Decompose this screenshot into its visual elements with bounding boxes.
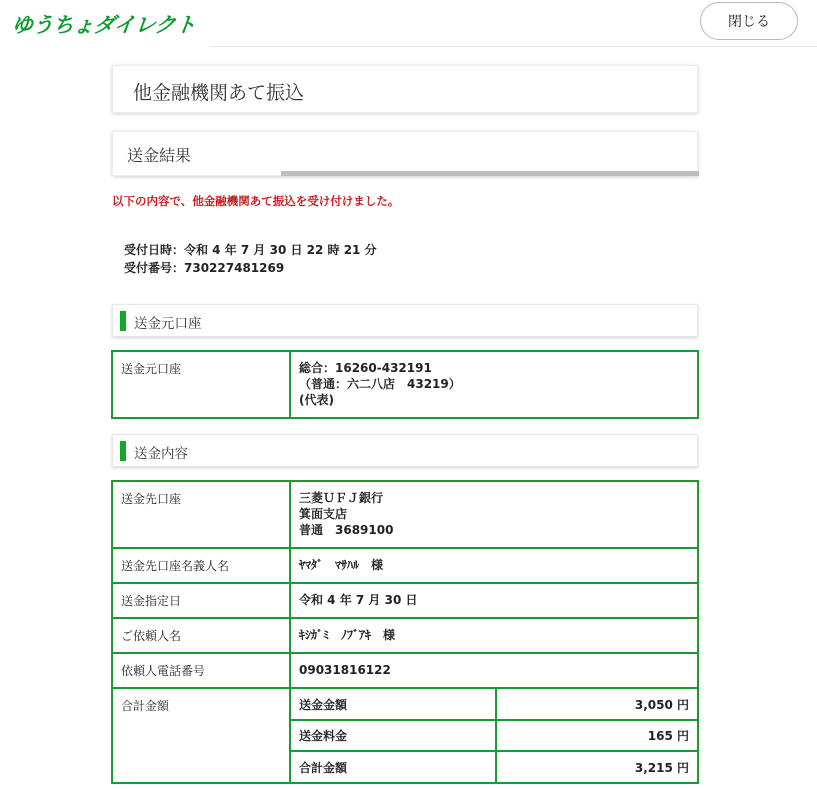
source-account-label: 送金元口座 [112,351,290,418]
transfer-date-value: 令和 4 年 7 月 30 日 [290,583,698,618]
amount-breakdown [290,688,698,783]
step-indicator [112,131,698,176]
total-label: 合計金額 [112,688,290,783]
source-account-line1: 総合：16260-432191 [299,361,432,375]
dest-account-number: 普通 3689100 [299,523,394,537]
completion-notice: 以下の内容で、他金融機関あて振込を受け付けました。 [112,194,400,208]
section-accent-bar [120,311,126,331]
receipt-datetime: 受付日時：令和 4 年 7 月 30 日 22 時 21 分 [124,243,377,257]
receipt-info [124,241,377,277]
amount-table [291,689,697,782]
amount-row [291,751,697,782]
phone-value: 09031816122 [290,653,698,688]
source-account-line2: （普通：六二八店 43219） [299,377,461,391]
section-accent-bar [120,441,126,461]
source-account-value [290,351,698,418]
dest-account-value [290,481,698,548]
close-button[interactable]: 閉じる [700,2,798,40]
source-account-table [111,350,699,419]
amount-label: 送金料金 [291,720,496,751]
table-row [112,618,698,653]
source-account-line3: (代表) [299,393,334,407]
amount-value: 165 円 [496,720,697,751]
transfer-date-label: 送金指定日 [112,583,290,618]
requester-value: ｷｼｶﾞﾐ ﾉﾌﾞｱｷ 様 [290,618,698,653]
amount-label: 送金金額 [291,689,496,720]
header-divider [210,46,817,47]
holder-value: ﾔﾏﾀﾞ ﾏｻﾊﾙ 様 [290,548,698,583]
step-progress-bar [281,171,699,176]
requester-label: ご依頼人名 [112,618,290,653]
section-title-detail: 送金内容 [134,446,188,462]
app-header [0,0,817,47]
section-header-detail [112,434,698,467]
amount-row [291,689,697,720]
receipt-number: 受付番号：730227481269 [124,261,285,275]
amount-row [291,720,697,751]
table-row [112,653,698,688]
table-row [112,548,698,583]
dest-bank: 三菱ＵＦＪ銀行 [299,491,384,505]
table-row [112,481,698,548]
section-title-source: 送金元口座 [134,316,202,332]
brand-logo[interactable]: ゆうちょダイレクト [10,13,197,37]
table-row [112,688,698,783]
page-title: 他金融機関あて振込 [133,82,305,104]
amount-value: 3,050 円 [496,689,697,720]
dest-branch: 箕面支店 [299,507,348,521]
dest-account-label: 送金先口座 [112,481,290,548]
transfer-detail-table [111,480,699,784]
amount-value: 3,215 円 [634,760,689,775]
section-header-source [112,304,698,337]
holder-label: 送金先口座名義人名 [112,548,290,583]
step-label: 送金結果 [127,146,192,165]
table-row [112,351,698,418]
table-row [112,583,698,618]
amount-label: 合計金額 [291,751,496,782]
page-title-panel [112,65,698,113]
phone-label: 依頼人電話番号 [112,653,290,688]
